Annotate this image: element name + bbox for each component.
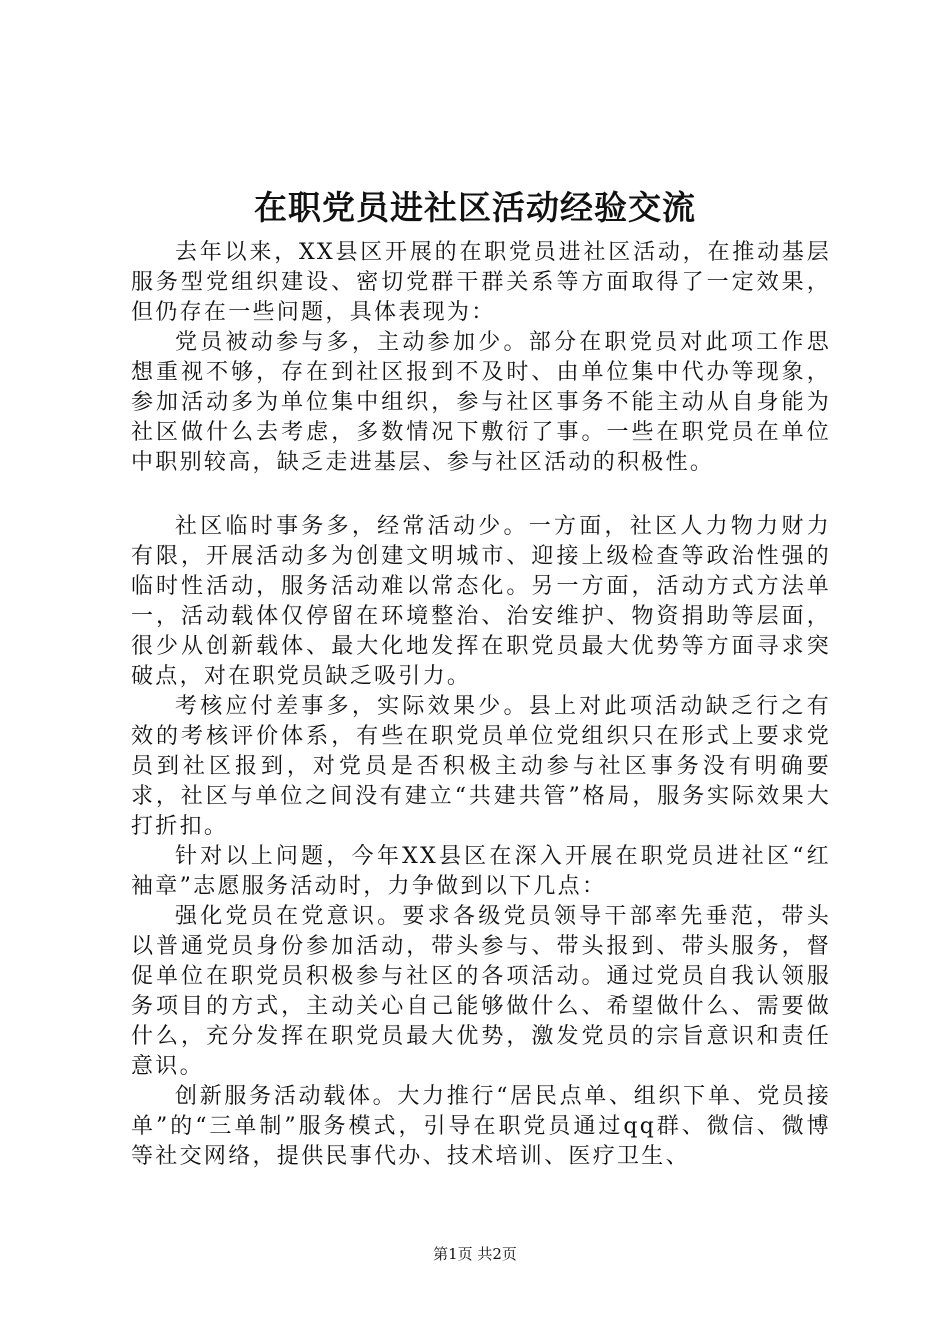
paragraph-problem-2: 社区临时事务多，经常活动少。一方面，社区人力物力财力有限，开展活动多为创建文明城市、迎接上级检查等政治性强的临时性活动，服务活动难以常态化。另一方面，活动方式方法单一，活动载体仅停留在环境整治、治安维护、物资捐助等层面，很少从创新载体、最大化地发挥在职党员最大优势等方面寻求突破点，对在职党员缺乏吸引力。 (131, 514, 831, 689)
paragraph-problem-3: 考核应付差事多，实际效果少。县上对此项活动缺乏行之有效的考核评价体系，有些在职党员单位党组织只在形式上要求党员到社区报到，对党员是否积极主动参与社区事务没有明确要求，社区与单位之间没有建立“共建共管”格局，服务实际效果大打折扣。 (131, 694, 831, 839)
paragraph-measure-1: 强化党员在党意识。要求各级党员领导干部率先垂范，带头以普通党员身份参加活动，带头参与、带头报到、带头服务，督促单位在职党员积极参与社区的各项活动。通过党员自我认领服务项目的方式，主动关心自己能够做什么、希望做什么、需要做什么，充分发挥在职党员最大优势，激发党员的宗旨意识和责任意识。 (131, 904, 831, 1079)
document-body (131, 238, 831, 1172)
paragraph-measures-intro: 针对以上问题，今年XX县区在深入开展在职党员进社区“红袖章”志愿服务活动时，力争做到以下几点： (131, 844, 831, 899)
paragraph-problem-1: 党员被动参与多，主动参加少。部分在职党员对此项工作思想重视不够，存在到社区报到不及时、由单位集中代办等现象，参加活动多为单位集中组织，参与社区事务不能主动从自身能为社区做什么去考虑，多数情况下敷衍了事。一些在职党员在单位中职别较高，缺乏走进基层、参与社区活动的积极性。 (131, 330, 831, 475)
document-title: 在职党员进社区活动经验交流 (254, 188, 696, 227)
page-number-footer: 第1页 共2页 (433, 1245, 517, 1263)
paragraph-measure-2: 创新服务活动载体。大力推行“居民点单、组织下单、党员接单”的“三单制”服务模式，引导在职党员通过qq群、微信、微博等社交网络，提供民事代办、技术培训、医疗卫生、 (131, 1084, 831, 1169)
paragraph-intro: 去年以来，XX县区开展的在职党员进社区活动，在推动基层服务型党组织建设、密切党群干群关系等方面取得了一定效果，但仍存在一些问题，具体表现为： (131, 240, 831, 325)
